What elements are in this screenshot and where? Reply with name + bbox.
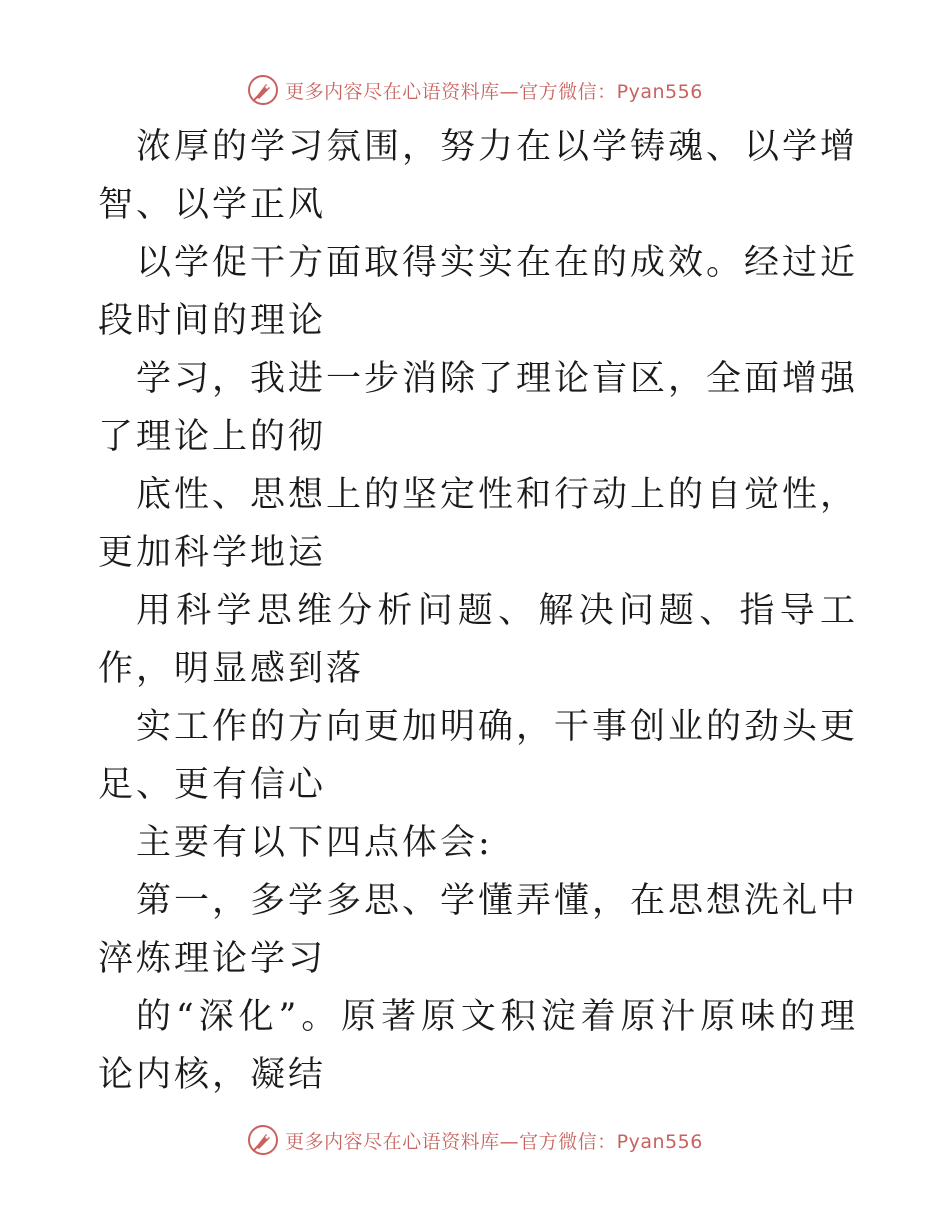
paragraph: 以学促干方面取得实实在在的成效。经过近段时间的理论 [98, 243, 859, 341]
document-body [98, 118, 858, 1104]
pen-nib-logo-icon [247, 1124, 279, 1156]
header-watermark [0, 70, 950, 110]
paragraph: 的“深化”。原著原文积淀着原汁原味的理论内核，凝结 [98, 997, 858, 1095]
paragraph: 学习，我进一步消除了理论盲区，全面增强了理论上的彻 [98, 359, 859, 457]
watermark-text: 更多内容尽在心语资料库—官方微信：Pyan556 [285, 80, 703, 103]
watermark-text: 更多内容尽在心语资料库—官方微信：Pyan556 [285, 1130, 703, 1153]
paragraph: 底性、思想上的坚定性和行动上的自觉性，更加科学地运 [98, 475, 859, 573]
paragraph: 第一，多学多思、学懂弄懂，在思想洗礼中淬炼理论学习 [98, 881, 859, 979]
paragraph: 浓厚的学习氛围，努力在以学铸魂、以学增智、以学正风 [98, 127, 859, 225]
pen-nib-logo-icon [247, 74, 279, 106]
footer-watermark [0, 1120, 950, 1160]
paragraph: 实工作的方向更加明确，干事创业的劲头更足、更有信心 [98, 707, 859, 805]
paragraph: 主要有以下四点体会: [136, 823, 493, 863]
paragraph: 用科学思维分析问题、解决问题、指导工作，明显感到落 [98, 591, 858, 689]
